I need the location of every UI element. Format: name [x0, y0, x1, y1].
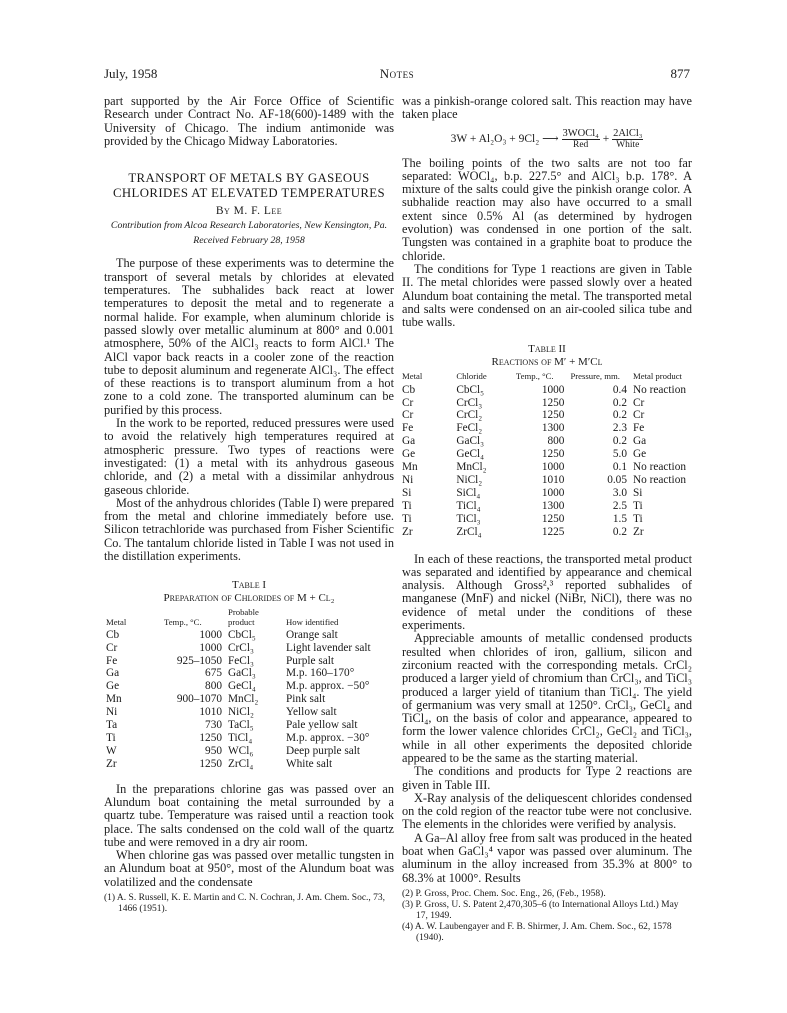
table-cell: Mn — [402, 461, 418, 474]
table-cell: 1000 — [541, 486, 565, 499]
table-cell: TiCl₄ — [228, 731, 253, 744]
table-cell: Fe — [106, 654, 118, 667]
table-cell: 3.0 — [612, 486, 627, 499]
table-row — [106, 693, 377, 706]
table-cell: M.p. approx. −30° — [286, 731, 370, 744]
table2-header: Pressure, mm. — [570, 371, 620, 382]
table-cell: Ti — [632, 499, 643, 512]
table-cell: Ga — [632, 435, 647, 448]
table-cell: 5.0 — [612, 448, 627, 461]
footnote: (4) A. W. Laubengayer and F. B. Shirmer, J. Am. Chem. Soc., 62, 1578 (1940). — [402, 921, 672, 943]
article-title: TRANSPORT OF METALS BY GASEOUS CHLORIDES AT ELEVATED TEMPERATURES — [112, 171, 386, 201]
table-cell: Cr — [632, 409, 645, 422]
table-cell: Cr — [632, 396, 645, 409]
table-cell: TiCl₃ — [456, 512, 481, 525]
table-cell: 0.1 — [612, 461, 627, 474]
contribution-line: Contribution from Alcoa Research Laboratories, New Kensington, Pa. — [110, 220, 388, 232]
table-cell: Cb — [402, 383, 416, 396]
footnotes-left — [104, 893, 394, 915]
table-cell: 1250 — [199, 757, 222, 770]
table-row — [402, 513, 692, 526]
footnote: (2) P. Gross, Proc. Chem. Soc. Eng., 26, (Feb., 1958). — [402, 888, 606, 899]
footnote: (3) P. Gross, U. S. Patent 2,470,305–6 (to International Alloys Ltd.) May 17, 1949. — [402, 899, 679, 921]
table-cell: Yellow salt — [286, 706, 337, 719]
table-cell: Si — [632, 486, 643, 499]
paragraph: The boiling points of the two salts are not too far separated: WOCl₄, b.p. 227.5° and AlCl₃ b.p. 178°. A mixture of the salts could give the pinkish orange color. A subhalide reaction may also have occurred to a small extent since 0.5% Al (as determined by hydrogen evolution) was condensed in one portion of the salt. Tungsten was contained in a graphite boat to produce the chloride. — [402, 155, 692, 263]
left-column — [104, 95, 394, 915]
paragraph: The purpose of these experiments was to determine the transport of several metals by chlorides at elevated temperatures. The subhalides back react at lower temperatures to deposit the metal and to regenerate a normal halide. For example, when aluminum chloride is passed slowly over metallic aluminum at 800° and 0.001 atmosphere, 50% of the AlCl₃ reacts to form AlCl.¹ The AlCl vapor back reacts in a cooler zone of the reaction tube to deposit aluminum and regenerate AlCl₃. The effect of these reactions is to transport aluminum from a hot zone to a cold zone. The transported aluminum can be purified by this process. — [104, 256, 394, 417]
table-row — [402, 526, 692, 539]
table-cell: 1250 — [541, 396, 565, 409]
table-row — [402, 384, 692, 397]
table2 — [402, 372, 692, 538]
received-date: Received February 28, 1958 — [193, 235, 305, 247]
footnotes-right — [402, 889, 692, 944]
paragraph: The conditions and products for Type 2 reactions are given in Table III. — [402, 764, 692, 792]
table-cell: Mn — [106, 693, 122, 706]
equation-plus: + — [602, 132, 610, 145]
table-cell: 0.4 — [612, 383, 627, 396]
table1-header: Probable product — [228, 607, 259, 627]
table-cell: M.p. 160–170° — [286, 667, 355, 680]
table-row — [402, 435, 692, 448]
table-cell: GaCl₃ — [228, 667, 256, 680]
paragraph: The conditions for Type 1 reactions are given in Table II. The metal chlorides were passed slowly over a heated Alundum boat containing the metal. The transported metal and salts were condensed on an air-cooled silica tube and tube walls. — [402, 261, 692, 330]
table2-header-row — [402, 372, 692, 383]
table-cell: NiCl₂ — [228, 706, 254, 719]
right-column — [402, 95, 692, 944]
table-cell: 900–1070 — [176, 693, 222, 706]
table-cell: ZrCl₄ — [228, 757, 254, 770]
table-cell: Zr — [402, 525, 413, 538]
table1-caption: Table I — [231, 579, 267, 592]
table-cell: Ti — [106, 731, 116, 744]
table-cell: NiCl₂ — [456, 474, 483, 486]
table1-header: Metal — [106, 616, 127, 627]
table-cell: Cr — [402, 396, 414, 409]
table-cell: 950 — [205, 744, 222, 757]
table-cell: WCl₆ — [228, 744, 254, 757]
table-cell: 1250 — [541, 409, 565, 422]
table2-header: Metal product — [632, 371, 682, 382]
paragraph: In the preparations chlorine gas was passed over an Alundum boat containing the metal surrounded by a quartz tube. Temperature was raised until a reaction took place. The salts condensed on the cold wall of the quartz tube and were removed in a dry air room. — [104, 781, 394, 849]
table-cell: Ti — [402, 512, 412, 525]
table-cell: No reaction — [632, 474, 686, 486]
paragraph: was a pinkish-orange colored salt. This reaction may have taken place — [402, 94, 692, 122]
table-cell: M.p. approx. −50° — [286, 680, 370, 693]
table-cell: GaCl₃ — [456, 435, 485, 448]
table-cell: 1000 — [541, 383, 565, 396]
header-page-number: 877 — [670, 66, 690, 81]
table-cell: 730 — [205, 719, 222, 732]
table-cell: 1300 — [541, 499, 565, 512]
table2-header: Temp., °C. — [515, 371, 554, 382]
running-header — [104, 66, 690, 84]
table-cell: Zr — [632, 525, 644, 538]
table1-subtitle: Preparation of Chlorides of M + Cl₂ — [163, 592, 335, 605]
table1-header-row — [106, 608, 377, 628]
table-row — [402, 409, 692, 422]
table-cell: 0.2 — [612, 525, 627, 538]
table-cell: 675 — [205, 667, 222, 680]
table2-header: Chloride — [456, 371, 487, 382]
table-row — [106, 655, 377, 668]
table-cell: Ge — [106, 680, 120, 693]
table-cell: Ta — [106, 719, 118, 732]
table-row — [106, 629, 377, 642]
table-row — [402, 448, 692, 461]
table-cell: Cr — [106, 641, 118, 654]
header-section: Notes — [379, 66, 415, 81]
table-cell: Zr — [106, 757, 117, 770]
table-cell: Ge — [402, 448, 416, 461]
table-cell: FeCl₂ — [456, 422, 483, 435]
table-cell: CbCl₅ — [456, 383, 485, 396]
table-cell: 800 — [205, 680, 222, 693]
table-row — [402, 461, 692, 474]
table-cell: TaCl₅ — [228, 719, 254, 732]
table-cell: 2.3 — [612, 422, 627, 435]
product-1-formula: 3WOCl₄ — [562, 127, 599, 139]
table-cell: 0.2 — [612, 396, 627, 409]
table-cell: No reaction — [632, 383, 686, 396]
table-cell: 925–1050 — [176, 654, 222, 667]
table-cell: Deep purple salt — [286, 744, 361, 757]
paragraph: In each of these reactions, the transported metal product was separated and identified by appearance and chemical analysis. Although Gross²,³ reported subhalides of manganese (MnF) and nickel (NiBr, NiCl), there was no evidence of metal under the conditions of these experiments. — [402, 551, 692, 633]
table-cell: 1250 — [199, 731, 222, 744]
product-2-formula: 2AlCl₃ — [613, 127, 643, 139]
table-cell: Ga — [402, 435, 416, 448]
paragraph: Appreciable amounts of metallic condensed products resulted when chlorides of iron, gallium, silicon and zirconium reacted with the corresponding metals. CrCl₂ produced a larger yield of chromium than CrCl₃, and TiCl₃ produced a larger yield of titanium than TiCl₄. The yield of germanium was very small at 1250°. CrCl₃, GeCl₄ and TiCl₄, on the basis of color and appearance, appeared to form the lower valence chlorides CrCl₂, GeCl₂ and TiCl₃, while in all other experiments the deposited chloride appeared to be the same as the starting material. — [402, 631, 692, 765]
table-row — [106, 706, 377, 719]
table-row — [106, 680, 377, 693]
table-cell: 0.05 — [607, 474, 627, 486]
table2-header: Metal — [402, 371, 423, 382]
header-date: July, 1958 — [104, 66, 158, 81]
footnote: (1) A. S. Russell, K. E. Martin and C. N. Cochran, J. Am. Chem. Soc., 73, 1466 (1951). — [104, 893, 386, 915]
table-cell: 1250 — [541, 512, 565, 525]
table-cell: W — [106, 744, 117, 757]
table-cell: 1010 — [541, 474, 565, 486]
table2-subtitle: Reactions of M′ + M′Cl — [491, 356, 603, 369]
paragraph: In the work to be reported, reduced pressures were used to avoid the relatively high temperatures required at atmospheric pressure. Two types of reactions were investigated: (1) a metal with its anhydrous gaseous chloride, and (2) a metal with a dissimilar anhydrous gaseous chloride. — [104, 416, 394, 497]
table-cell: 2.5 — [612, 499, 627, 512]
table-cell: 1300 — [541, 422, 565, 435]
table-cell: 0.2 — [612, 435, 627, 448]
table-row — [402, 422, 692, 435]
table-cell: Ti — [402, 499, 412, 512]
table-cell: Ge — [632, 448, 647, 461]
table-cell: Pink salt — [286, 693, 326, 706]
table-cell: 800 — [547, 435, 565, 448]
table1-header: Temp., °C. — [164, 616, 202, 627]
table1 — [106, 608, 377, 770]
table-cell: TiCl₄ — [456, 499, 481, 512]
table-cell: No reaction — [632, 461, 686, 474]
table-cell: Ga — [106, 667, 120, 680]
table-cell: GeCl₄ — [456, 448, 485, 461]
table-cell: SiCl₄ — [456, 486, 481, 499]
table-cell: 1000 — [199, 628, 222, 641]
paragraph: A Ga–Al alloy free from salt was produced in the heated boat when GaCl₃⁴ vapor was passed over aluminum. The aluminum in the alloy increased from 35.3% at 800° to 68.3% at 1000°. Results — [402, 830, 692, 885]
table-cell: 1250 — [541, 448, 565, 461]
table-row — [106, 667, 377, 680]
table-cell: 1000 — [199, 641, 222, 654]
table-cell: Pale yellow salt — [286, 719, 358, 732]
table2-caption: Table II — [528, 343, 566, 356]
table-cell: Fe — [632, 422, 645, 435]
table-cell: 1225 — [541, 525, 565, 538]
table-cell: CrCl₂ — [456, 409, 483, 422]
table-cell: Orange salt — [286, 628, 338, 641]
table-cell: Light lavender salt — [286, 641, 371, 654]
table-cell: Si — [402, 486, 412, 499]
table1-header: How identified — [286, 616, 339, 627]
table-cell: Cr — [402, 409, 414, 422]
table-cell: Ni — [106, 706, 118, 719]
paragraph: Most of the anhydrous chlorides (Table I) were prepared from the metal and chlorine immediately before use. Silicon tetrachloride was purchased from Fisher Scientific Co. The tantalum chloride listed in Table I was not used in the distillation experiments. — [104, 495, 394, 564]
table-cell: CrCl₃ — [456, 396, 483, 409]
table-row — [106, 745, 377, 758]
table-cell: CrCl₃ — [228, 641, 254, 654]
table-cell: Ti — [632, 512, 643, 525]
table-cell: MnCl₂ — [456, 461, 487, 474]
table-cell: 1010 — [199, 706, 222, 719]
table-row — [402, 487, 692, 500]
paragraph: When chlorine gas was passed over metallic tungsten in an Alundum boat at 950°, most of the Alundum boat was volatilized and the condensate — [104, 848, 394, 889]
product-2 — [612, 128, 643, 151]
product-1-color: Red — [573, 139, 589, 150]
table-cell: Fe — [402, 422, 414, 435]
table-cell: ZrCl₄ — [456, 525, 482, 538]
table-cell: White salt — [286, 757, 333, 770]
table-row — [402, 474, 692, 487]
table-cell: FeCl₃ — [228, 654, 254, 667]
table-cell: Purple salt — [286, 654, 335, 667]
table-cell: 0.2 — [612, 409, 627, 422]
table-cell: GeCl₄ — [228, 680, 256, 693]
product-2-color: White — [616, 139, 640, 150]
table-row — [402, 500, 692, 513]
table-cell: CbCl₅ — [228, 628, 256, 641]
table-cell: Cb — [106, 628, 120, 641]
equation-lhs: 3W + Al₂O₃ + 9Cl₂ ⟶ — [450, 132, 559, 145]
table-cell: Ni — [402, 474, 414, 486]
table-row — [106, 758, 377, 771]
table-row — [402, 397, 692, 410]
table-row — [106, 732, 377, 745]
table-cell: 1000 — [541, 461, 565, 474]
table-cell: 1.5 — [612, 512, 627, 525]
product-1 — [562, 128, 600, 151]
table-cell: MnCl₂ — [228, 693, 259, 706]
table-row — [106, 642, 377, 655]
intro-paragraph: part supported by the Air Force Office of Scientific Research under Contract No. AF-18(600)-1489 with the University of Chicago. The indium antimonide was provided by the Chicago Midway Laboratories. — [104, 94, 394, 148]
paragraph: X-Ray analysis of the deliquescent chlorides condensed on the cold region of the reactor tube were not conclusive. The elements in the chlorides were verified by analysis. — [402, 790, 692, 832]
table-row — [106, 719, 377, 732]
reaction-equation — [402, 128, 692, 151]
author-line: By M. F. Lee — [215, 205, 283, 218]
